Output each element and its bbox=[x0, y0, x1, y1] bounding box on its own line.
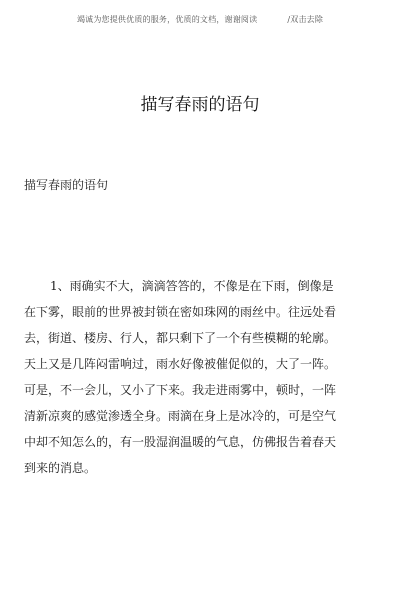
header-notice bbox=[0, 14, 400, 25]
paragraph-line: 天上又是几阵闷雷响过，雨水好像被催促似的，大了一阵。 bbox=[24, 357, 337, 371]
document-paragraph bbox=[24, 273, 356, 481]
remove-notice-link[interactable]: /双击去除 bbox=[287, 15, 324, 24]
paragraph-line: 到来的消息。 bbox=[24, 461, 97, 475]
paragraph-line: 中却不知怎么的，有一股湿润温暖的气息，仿佛报告着春天 bbox=[24, 435, 337, 449]
paragraph-line: 在下雾，眼前的世界被封锁在密如珠网的雨丝中。往远处看 bbox=[24, 305, 337, 319]
paragraph-line: 1、雨确实不大，滴滴答答的，不像是在下雨，倒像是 bbox=[50, 279, 334, 293]
header-notice-text: 竭诚为您提供优质的服务，优质的文档，谢谢阅读 bbox=[76, 15, 258, 24]
paragraph-line: 清新凉爽的感觉渗透全身。雨滴在身上是冰冷的，可是空气 bbox=[24, 409, 337, 423]
paragraph-line: 去，街道、楼房、行人，都只剩下了一个有些模糊的轮廓。 bbox=[24, 331, 337, 345]
document-subheading: 描写春雨的语句 bbox=[24, 178, 109, 192]
paragraph-line: 可是，不一会儿，又小了下来。我走进雨雾中，顿时，一阵 bbox=[24, 383, 337, 397]
document-title: 描写春雨的语句 bbox=[140, 95, 260, 115]
